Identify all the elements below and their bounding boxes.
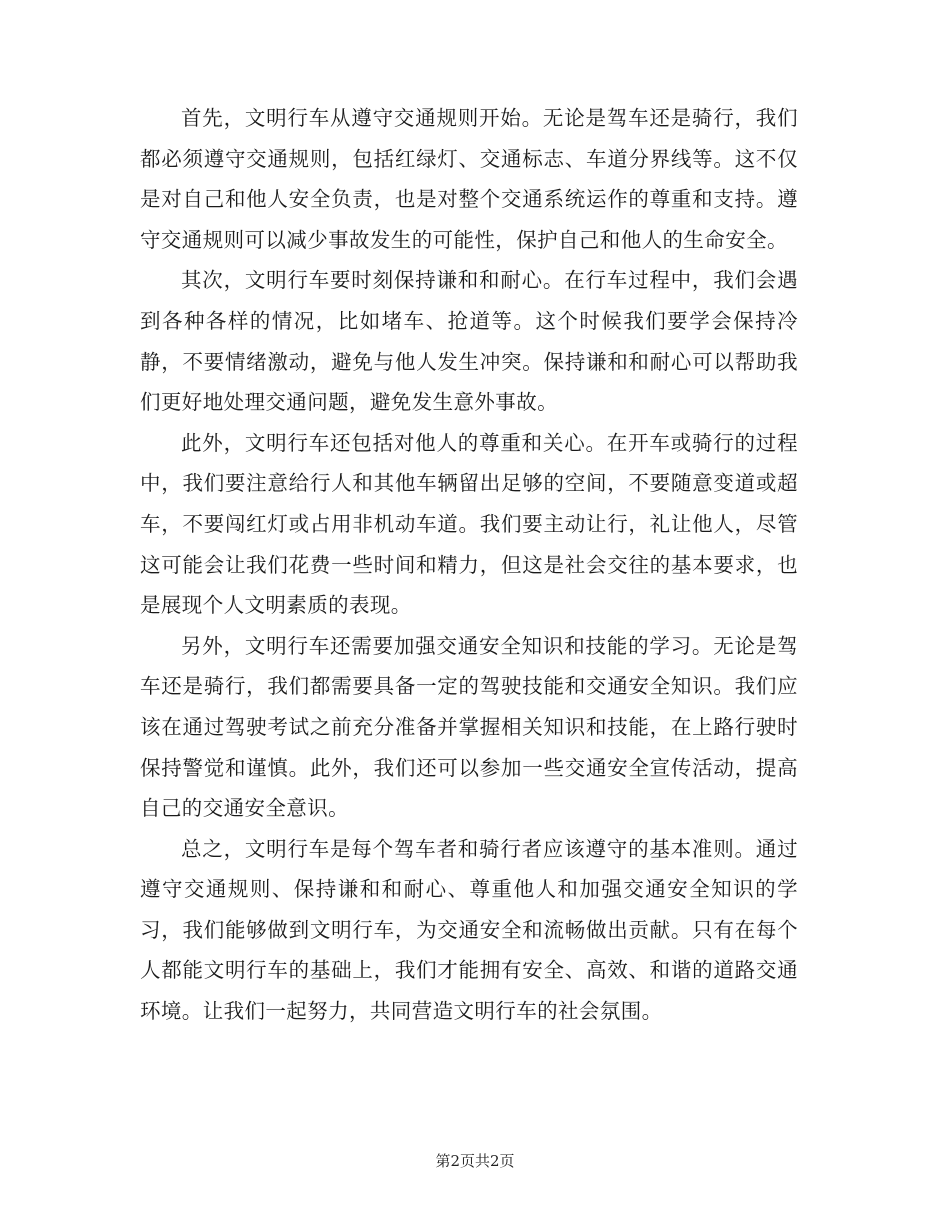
paragraph-1: 首先，文明行车从遵守交通规则开始。无论是驾车还是骑行，我们都必须遵守交通规则，包括红绿灯、交通标志、车道分界线等。这不仅是对自己和他人安全负责，也是对整个交通系统运作的尊重和支持。遵守交通规则可以减少事故发生的可能性，保护自己和他人的生命安全。 — [140, 106, 798, 252]
page-number: 第2页共2页 — [435, 1152, 515, 1170]
paragraph-5: 总之，文明行车是每个驾车者和骑行者应该遵守的基本准则。通过遵守交通规则、保持谦和和耐心、尊重他人和加强交通安全知识的学习，我们能够做到文明行车，为交通安全和流畅做出贡献。只有在每个人都能文明行车的基础上，我们才能拥有安全、高效、和谐的道路交通环境。让我们一起努力，共同营造文明行车的社会氛围。 — [140, 836, 798, 1024]
paragraph-3: 此外，文明行车还包括对他人的尊重和关心。在开车或骑行的过程中，我们要注意给行人和其他车辆留出足够的空间，不要随意变道或超车，不要闯红灯或占用非机动车道。我们要主动让行，礼让他人，尽管这可能会让我们花费一些时间和精力，但这是社会交往的基本要求，也是展现个人文明素质的表现。 — [140, 430, 798, 618]
paragraph-2: 其次，文明行车要时刻保持谦和和耐心。在行车过程中，我们会遇到各种各样的情况，比如堵车、抢道等。这个时候我们要学会保持冷静，不要情绪激动，避免与他人发生冲突。保持谦和和耐心可以帮助我们更好地处理交通问题，避免发生意外事故。 — [140, 268, 798, 415]
document-body — [140, 98, 798, 1032]
paragraph-4: 另外，文明行车还需要加强交通安全知识和技能的学习。无论是驾车还是骑行，我们都需要具备一定的驾驶技能和交通安全知识。我们应该在通过驾驶考试之前充分准备并掌握相关知识和技能，在上路行驶时保持警觉和谨慎。此外，我们还可以参加一些交通安全宣传活动，提高自己的交通安全意识。 — [140, 633, 798, 821]
